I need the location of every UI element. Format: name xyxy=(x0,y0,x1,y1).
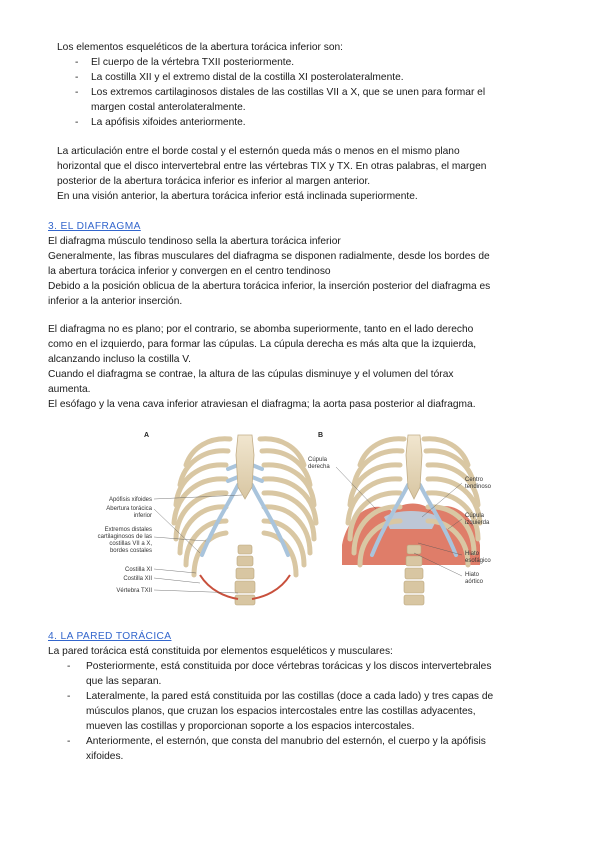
document-page: Los elementos esqueléticos de la abertura torácica inferior son: - El cuerpo de la vértebra TXII posteriormente. - La costilla XII y el extremo distal de la costilla XI posterolateralmente. - Los extremos cartilaginosos distales de las costillas VII a X, que se unen para formar el margen costal anterolateralmente. - La apófisis xifoides anteriormente. La articulación entre el borde costal y el esternón queda más o menos en el mismo plano horizontal que el disco intervertebral entre las vértebras TIX y TX. En otras palabras, el margen posterior de la abertura torácica inferior es inferior al margen anterior. En una visión anterior, la abertura torácica inferior está inclinada superiormente. 3. EL DIAFRAGMA El diafragma músculo tendinoso sella la abertura torácica inferior Generalmente, las fibras musculares del diafragma se disponen radialmente, desde los bordes de la abertura torácica inferior y convergen en el centro tendinoso Debido a la posición oblicua de la abertura torácica inferior, la inserción posterior del diafragma es inferior a la anterior inserción. El diafragma no es plano; por el contrario, se abomba superiormente, tanto en el lado derecho como en el izquierdo, para formar las cúpulas. La cúpula derecha es más alta que la izquierda, alcanzando incluso la costilla V. Cuando el diafragma se contrae, la altura de las cúpulas disminuye y el volumen del tórax aumenta. El esófago y la vena cava inferior atraviesan el diafragma; la aorta pasa posterior al diafragma. A Apófisis xifoides Abertura torácica inferior Extremos distales cartilaginosos de las costillas VII a X, bordes costales Costilla XI Costilla XII Vértebra TXII B Cúpula derecha Centro tendinoso Cúpula izquierda Hiato esofágico Hiato aórtico 4. LA PARED TORÁCICA La pared torácica está constituida por elementos esqueléticos y musculares: - Posteriormente, está constituida por doce vértebras torácicas y los discos intervertebrales que las separan. - Lateralmente, la pared está constituida por las costillas (doce a cada lado) y tres capas de músculos planos, que cruzan los espacios intercostales entre las costillas adyacentes, mueven las costillas y proporcionan soporte a los espacios intercostales. - Anteriormente, el esternón, que consta del manubrio del esternón, el cuerpo y la apófisis xifoides. xyxy=(0,0,600,848)
intro-paragraph-line: posterior de la abertura torácica inferior es inferior al margen anterior. xyxy=(57,176,371,187)
body-line: El diafragma músculo tendinoso sella la abertura torácica inferior xyxy=(48,236,341,247)
panel-b-letter: B xyxy=(318,432,324,439)
body-line: Generalmente, las fibras musculares del diafragma se disponen radialmente, desde los bordes de xyxy=(48,251,490,262)
label-costilla-xii: Costilla XII xyxy=(123,576,152,582)
label-cupula-izquierda-2: izquierda xyxy=(465,520,490,526)
label-bordes-costales: bordes costales xyxy=(109,548,152,554)
label-cupula-izquierda: Cúpula xyxy=(465,513,485,519)
intro-lead: Los elementos esqueléticos de la abertura torácica inferior son: xyxy=(57,42,343,53)
section4-bullet-cont: xifoides. xyxy=(86,751,124,762)
body-line: alcanzando incluso la costilla V. xyxy=(48,354,191,365)
label-vertebra-txii: Vértebra TXII xyxy=(116,588,152,594)
intro-bullet-cont: margen costal anterolateralmente. xyxy=(91,102,246,113)
body-line: El diafragma no es plano; por el contrario, se abomba superiormente, tanto en el lado derecho xyxy=(48,324,474,335)
label-abertura-toracica: Abertura torácica xyxy=(106,506,152,512)
label-hiato-esofagico: Hiato xyxy=(465,551,480,557)
label-cartilaginosos: cartilaginosos de las xyxy=(97,534,152,540)
label-cupula-derecha: Cúpula xyxy=(308,457,328,463)
body-line: Cuando el diafragma se contrae, la altura de las cúpulas disminuye y el volumen del tórax xyxy=(48,369,454,380)
intro-paragraph-line: En una visión anterior, la abertura torácica inferior está inclinada superiormente. xyxy=(57,191,418,202)
intro-bullet: Los extremos cartilaginosos distales de las costillas VII a X, que se unen para formar el xyxy=(91,87,486,98)
section4-bullet-cont: que las separan. xyxy=(86,676,162,687)
body-line: Debido a la posición oblicua de la abertura torácica inferior, la inserción posterior del diafragma es xyxy=(48,281,491,292)
label-abertura-inferior: inferior xyxy=(133,513,152,519)
intro-bullet: La apófisis xifoides anteriormente. xyxy=(91,117,246,128)
section4-lead: La pared torácica está constituida por elementos esqueléticos y musculares: xyxy=(48,646,393,657)
label-cupula-derecha-2: derecha xyxy=(308,464,330,470)
section4-bullet-cont: músculos planos, que cruzan los espacios intercostales entre las costillas adyacentes, xyxy=(86,706,476,717)
label-costilla-xi: Costilla XI xyxy=(124,567,152,573)
intro-paragraph-line: horizontal que el disco intervertebral entre las vértebras TIX y TX. En otras palabras, el margen xyxy=(57,161,487,172)
label-hiato-aortico: Hiato xyxy=(465,572,480,578)
panel-a-ribcage xyxy=(98,432,316,605)
label-hiato-aortico-2: aórtico xyxy=(465,579,484,585)
section4-bullet: Posteriormente, está constituida por doce vértebras torácicas y los discos intervertebrales xyxy=(86,661,492,672)
body-line: aumenta. xyxy=(48,384,91,395)
label-apofisis-xifoides: Apófisis xifoides xyxy=(108,497,152,503)
label-centro-tendinoso-2: tendinoso xyxy=(465,484,492,490)
section4-bullet-cont: mueven las costillas y proporcionan soporte a los espacios intercostales. xyxy=(86,721,415,732)
intro-bullet: El cuerpo de la vértebra TXII posteriormente. xyxy=(91,57,295,68)
section4-bullet: Lateralmente, la pared está constituida por las costillas (doce a cada lado) y tres capas de xyxy=(86,691,494,702)
panel-a-letter: A xyxy=(144,432,150,439)
label-extremos-distales: Extremos distales xyxy=(104,527,152,533)
intro-bullet: La costilla XII y el extremo distal de la costilla XI posterolateralmente. xyxy=(91,72,404,83)
intro-paragraph-line: La articulación entre el borde costal y el esternón queda más o menos en el mismo plano xyxy=(57,146,460,157)
panel-b-ribcage xyxy=(308,432,492,605)
section4-bullet: Anteriormente, el esternón, que consta del manubrio del esternón, el cuerpo y la apófisis xyxy=(86,736,486,747)
body-line: como en el izquierdo, para formar las cúpulas. La cúpula derecha es más alta que la izquierda, xyxy=(48,339,477,350)
label-centro-tendinoso: Centro xyxy=(465,477,484,483)
body-line: la abertura torácica inferior y convergen en el centro tendinoso xyxy=(48,266,331,277)
section-heading-pared-toracica[interactable]: 4. LA PARED TORÁCICA xyxy=(48,631,172,642)
section-heading-diafragma[interactable]: 3. EL DIAFRAGMA xyxy=(48,221,141,232)
label-costillas-vii-x: costillas VII a X, xyxy=(109,541,152,547)
label-hiato-esofagico-2: esofágico xyxy=(465,558,491,564)
body-line: El esófago y la vena cava inferior atraviesan el diafragma; la aorta pasa posterior al diafragma. xyxy=(48,399,476,410)
thorax-diaphragm-figure xyxy=(92,425,512,607)
body-line: inferior a la anterior inserción. xyxy=(48,296,183,307)
